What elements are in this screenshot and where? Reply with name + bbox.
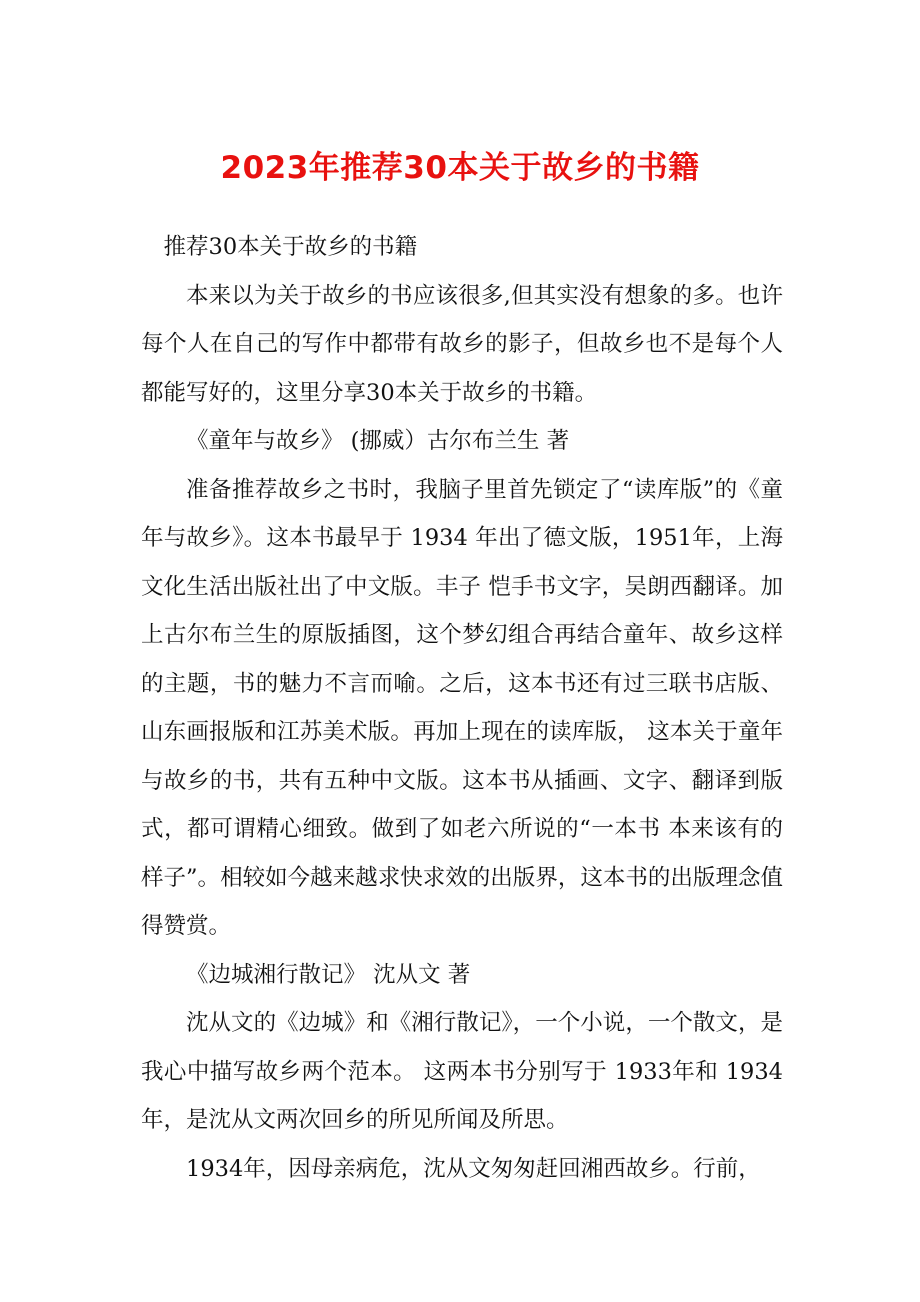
book-description-paragraph: 准备推荐故乡之书时，我脑子里首先锁定了“读库版”的《童年与故乡》。这本书最早于 1934 年出了德文版，1951年，上海文化生活出版社出了中文版。丰子 恺手书文字，吴朗西翻译。加上古尔布兰生的原版插图，这个梦幻组合再结合童年、故乡这样的主题，书的魅力不言而喻。之后，这本书还有过三联书店版、山东画报版和江苏美术版。再加上现在的读库版， 这本关于童年与故乡的书，共有五种中文版。这本书从插画、文字、翻译到版式，都可谓精心细致。做到了如老六所说的“一本书 本来该有的样子”。相较如今越来越求快求效的出版界，这本书的出版理念值得赞赏。 <box>141 476 783 939</box>
book-description-paragraph: 沈从文的《边城》和《湘行散记》，一个小说，一个散文，是我心中描写故乡两个范本。 这两本书分别写于 1933年和 1934 年，是沈从文两次回乡的所见所闻及所思。 <box>141 1010 783 1133</box>
book-description-paragraph: 1934年，因母亲病危，沈从文匆匆赶回湘西故乡。行前， <box>186 1155 761 1182</box>
document-title: 2023年推荐30本关于故乡的书籍 <box>220 150 700 186</box>
book-heading-childhood-hometown: 《童年与故乡》 (挪威）古尔布兰生 著 <box>186 428 570 454</box>
book-heading-border-town: 《边城湘行散记》 沈从文 著 <box>186 961 471 988</box>
subtitle-paragraph: 推荐30本关于故乡的书籍 <box>163 234 418 260</box>
intro-paragraph: 本来以为关于故乡的书应该很多,但其实没有想象的多。也许每个人在自己的写作中都带有故乡的影子，但故乡也不是每个人都能写好的，这里分享30本关于故乡的书籍。 <box>141 282 783 406</box>
document-body <box>141 223 783 1193</box>
